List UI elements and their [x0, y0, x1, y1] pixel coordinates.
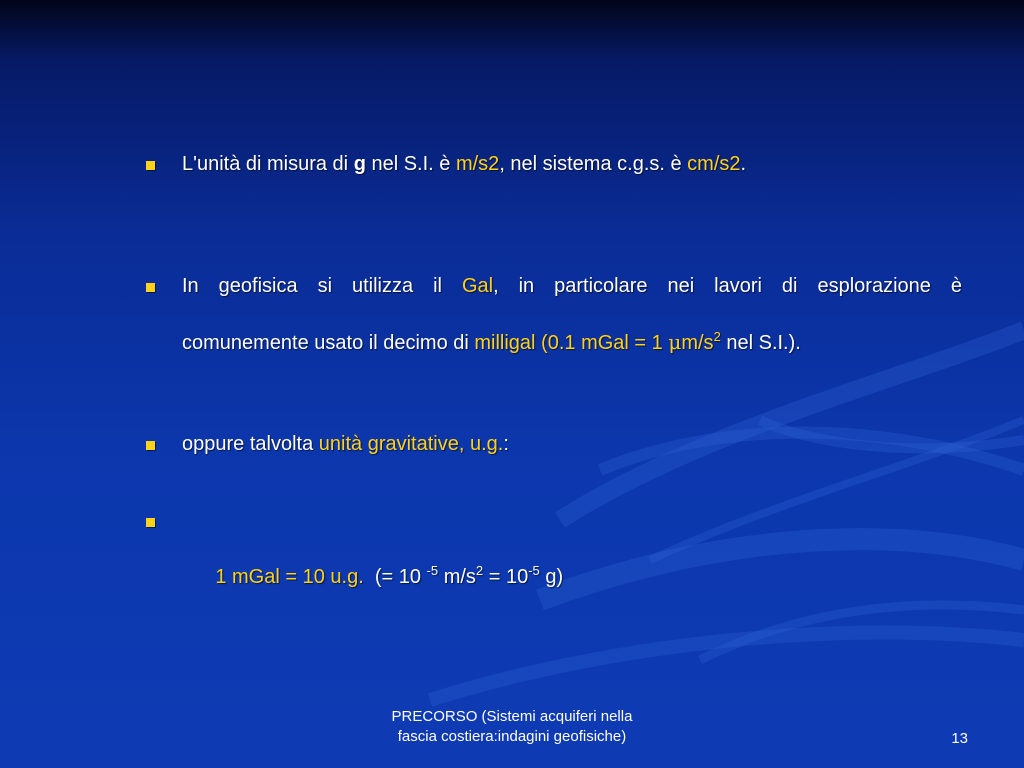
bullet-marker	[146, 283, 155, 292]
bullet-marker	[146, 518, 155, 527]
text-segment: In geofisica si utilizza il	[182, 275, 462, 297]
bullet-marker	[146, 441, 155, 450]
text-segment: = 10	[483, 566, 529, 588]
text-bold-g: g	[353, 153, 366, 175]
bullet-text	[182, 258, 962, 373]
mu-symbol: μ	[668, 330, 682, 354]
page-number: 13	[951, 730, 968, 747]
highlight-text: 1 mGal = 10 u.g.	[215, 566, 364, 588]
highlight-text: m/s	[681, 332, 714, 354]
footer-line-1: PRECORSO (Sistemi acquiferi nella	[391, 708, 633, 725]
bullet-line-2	[182, 314, 962, 373]
text-segment: L'unità di misura di	[182, 153, 354, 175]
footer-line-2: fascia costiera:indagini geofisiche)	[397, 728, 627, 745]
text-segment: , in particolare nei lavori di esplorazione è	[493, 275, 962, 297]
text-segment: , nel sistema c.g.s. è	[499, 153, 688, 175]
highlight-unit: m/s2	[455, 153, 500, 175]
text-segment: :	[503, 433, 509, 455]
highlight-milligal: milligal	[474, 332, 536, 354]
superscript: -5	[426, 563, 439, 578]
highlight-text: unità gravitative, u.g.	[318, 433, 504, 455]
slide-footer	[352, 707, 672, 747]
text-segment: .	[740, 153, 747, 175]
text-segment: g)	[539, 566, 564, 588]
bullet-marker	[146, 161, 155, 170]
text-segment: nel S.I.).	[720, 332, 801, 354]
text-segment: m/s	[438, 566, 476, 588]
text-segment: comunemente usato il decimo di	[182, 332, 475, 354]
text-segment: nel S.I. è	[365, 153, 456, 175]
bullet-text	[182, 416, 962, 472]
bullet-line-1	[182, 258, 962, 314]
bullet-text	[182, 136, 962, 192]
bullet-text	[182, 493, 962, 663]
superscript: 2	[713, 329, 721, 344]
superscript: 2	[475, 563, 484, 578]
highlight-unit: cm/s2	[687, 153, 741, 175]
superscript: -5	[528, 563, 540, 578]
highlight-gal: Gal	[461, 275, 494, 297]
highlight-text: (0.1 mGal = 1	[535, 332, 669, 354]
text-segment: (= 10	[363, 566, 427, 588]
text-segment: oppure talvolta	[182, 433, 319, 455]
